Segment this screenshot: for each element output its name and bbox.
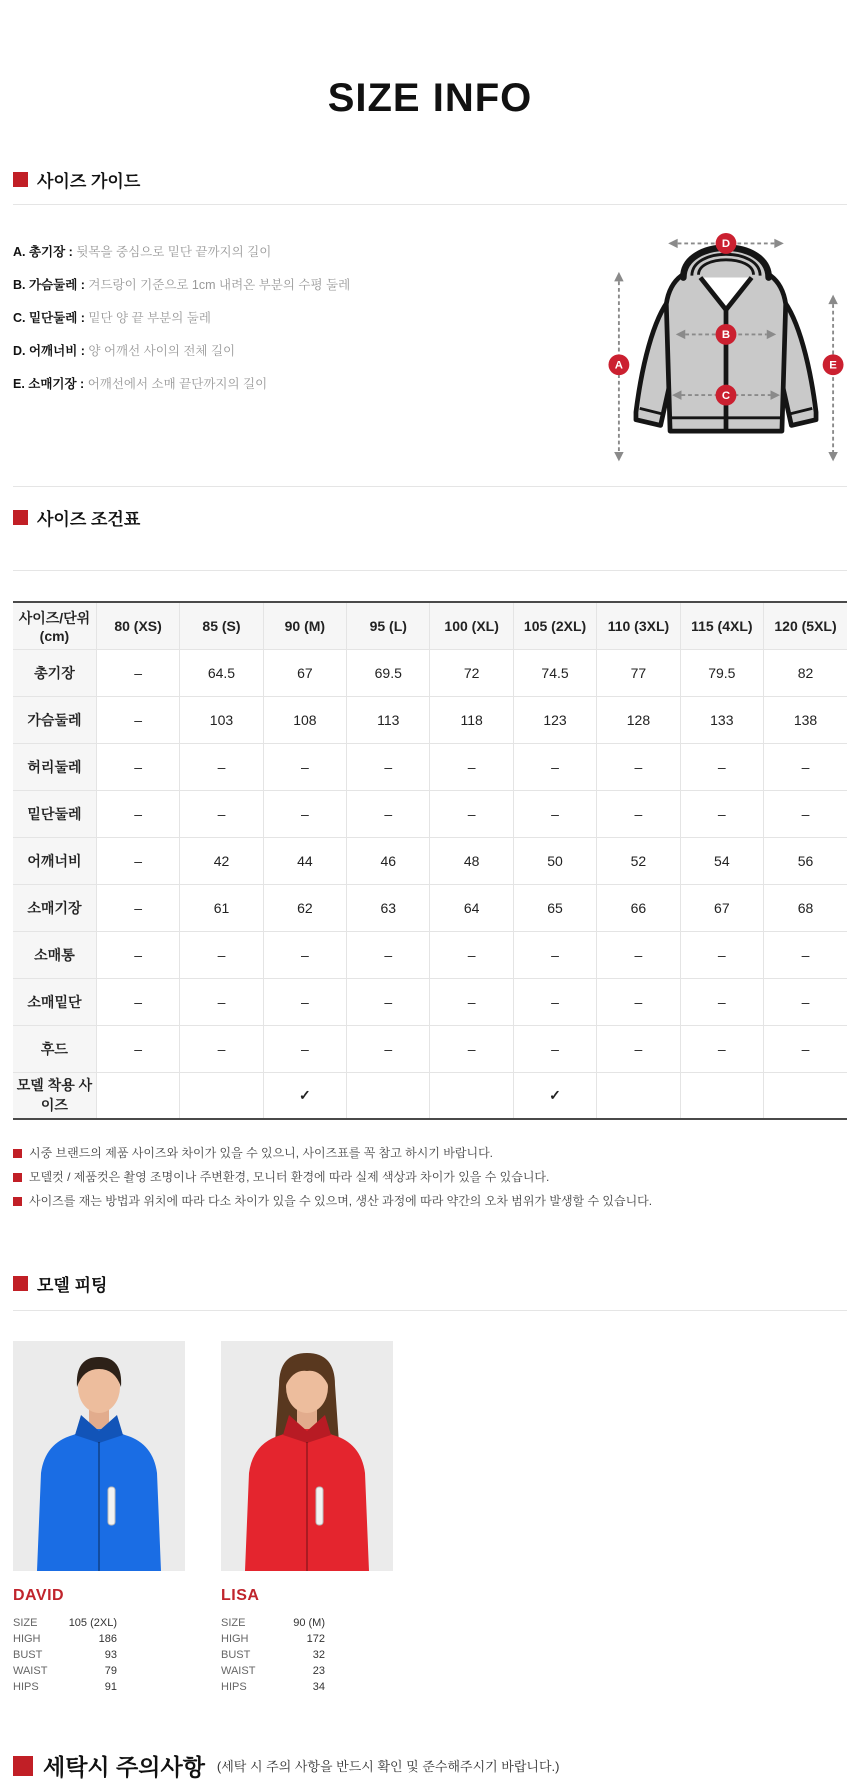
size-table-cell: – — [430, 743, 513, 790]
size-table-cell: – — [680, 978, 763, 1025]
size-table-row — [13, 696, 847, 743]
size-table-cell: – — [263, 743, 346, 790]
size-guide-item: E. 소매기장 : 어깨선에서 소매 끝단까지의 길이 — [13, 377, 268, 391]
size-table-col-header: 80 (XS) — [96, 602, 179, 649]
size-table-cell: 77 — [597, 649, 680, 696]
red-square-icon — [13, 510, 28, 525]
size-table-cell — [597, 1072, 680, 1119]
size-table-corner-header: 사이즈/단위 (cm) — [13, 602, 96, 649]
size-table-cell: 133 — [680, 696, 763, 743]
marker-D: D — [721, 238, 731, 251]
size-guide-section — [13, 167, 847, 487]
size-table-cell — [764, 1072, 847, 1119]
model-spec-label: HIGH — [13, 1633, 41, 1645]
size-table-row-label: 가슴둘레 — [13, 696, 96, 743]
size-table-cell: 118 — [430, 696, 513, 743]
size-table-head-row — [13, 602, 847, 649]
models-row — [13, 1341, 847, 1695]
size-table-cell: 108 — [263, 696, 346, 743]
size-table-col-header: 95 (L) — [347, 602, 430, 649]
size-table-cell: – — [764, 743, 847, 790]
model-spec-row — [13, 1663, 117, 1679]
size-table-row-label: 소매기장 — [13, 884, 96, 931]
size-table-cell: 42 — [180, 837, 263, 884]
model-spec-value: 23 — [312, 1665, 325, 1677]
size-table-cell: – — [263, 931, 346, 978]
jacket-measurement-diagram — [607, 215, 845, 474]
size-table-cell: – — [764, 1025, 847, 1072]
size-guide-item: B. 가슴둘레 : 겨드랑이 기준으로 1cm 내려온 부분의 수평 둘레 — [13, 278, 351, 292]
size-table-cell: – — [96, 837, 179, 884]
model-spec-value: 172 — [306, 1633, 325, 1645]
size-table-row — [13, 1025, 847, 1072]
size-table-cell: – — [263, 978, 346, 1025]
size-table-cell: – — [513, 743, 596, 790]
size-table-cell — [347, 1072, 430, 1119]
model-spec-row — [13, 1631, 117, 1647]
size-table-cell: 64.5 — [180, 649, 263, 696]
size-table-cell: – — [513, 790, 596, 837]
model-spec-value: 79 — [104, 1665, 117, 1677]
size-table-col-header: 105 (2XL) — [513, 602, 596, 649]
size-table-cell: – — [513, 1025, 596, 1072]
model-spec-label: BUST — [221, 1649, 251, 1661]
size-table-cell: – — [180, 978, 263, 1025]
size-table-col-header: 85 (S) — [180, 602, 263, 649]
size-table-row — [13, 1072, 847, 1119]
size-table-col-header: 120 (5XL) — [764, 602, 847, 649]
size-table-cell: – — [430, 790, 513, 837]
size-table-cell: – — [180, 790, 263, 837]
size-table-cell: 56 — [764, 837, 847, 884]
size-table-row — [13, 790, 847, 837]
size-table-cell: – — [597, 931, 680, 978]
red-square-icon — [13, 1197, 22, 1206]
size-table-cell: – — [513, 931, 596, 978]
size-table-row-label: 소매통 — [13, 931, 96, 978]
model-name: LISA — [221, 1587, 260, 1604]
size-table-cell: – — [680, 1025, 763, 1072]
size-table-cell: 67 — [680, 884, 763, 931]
size-table-cell: – — [180, 931, 263, 978]
size-guide-item: A. 총기장 : 뒷목을 중심으로 밑단 끝까지의 길이 — [13, 245, 272, 259]
size-table-cell: – — [180, 1025, 263, 1072]
size-table-cell: – — [180, 743, 263, 790]
size-table-cell: 62 — [263, 884, 346, 931]
model-spec-label: HIPS — [13, 1681, 39, 1693]
care-heading: 세탁시 주의사항 — [43, 1754, 205, 1780]
size-table-cell: 123 — [513, 696, 596, 743]
model-name: DAVID — [13, 1587, 65, 1604]
model-specs-lisa — [221, 1615, 325, 1695]
model-spec-label: WAIST — [13, 1665, 48, 1677]
size-table-cell: – — [680, 931, 763, 978]
model-card-david — [13, 1341, 185, 1695]
size-table-cell: 138 — [764, 696, 847, 743]
size-guide-item: C. 밑단둘레 : 밑단 양 끝 부분의 둘레 — [13, 311, 211, 325]
size-table-col-header: 115 (4XL) — [680, 602, 763, 649]
red-square-icon — [13, 1173, 22, 1182]
size-table-cell: 79.5 — [680, 649, 763, 696]
red-square-icon — [13, 1756, 33, 1776]
size-table-cell: – — [347, 1025, 430, 1072]
size-table-cell: – — [430, 978, 513, 1025]
size-table-cell: 72 — [430, 649, 513, 696]
size-table-cell: 128 — [597, 696, 680, 743]
size-table-cell: – — [96, 1025, 179, 1072]
size-table-cell: – — [347, 743, 430, 790]
size-table-cell: – — [764, 978, 847, 1025]
size-guide-item: D. 어깨너비 : 양 어깨선 사이의 전체 길이 — [13, 344, 236, 358]
size-table-col-header: 110 (3XL) — [597, 602, 680, 649]
size-table-heading-label: 사이즈 조건표 — [37, 510, 141, 529]
model-spec-value: 91 — [104, 1681, 117, 1693]
size-table-cell: – — [96, 978, 179, 1025]
size-table-cell: 69.5 — [347, 649, 430, 696]
size-table-cell: 46 — [347, 837, 430, 884]
model-size-check-icon: ✓ — [263, 1072, 346, 1119]
size-table-col-header: 100 (XL) — [430, 602, 513, 649]
size-table-cell: 44 — [263, 837, 346, 884]
size-table-cell: – — [263, 790, 346, 837]
size-table-cell: – — [96, 790, 179, 837]
red-square-icon — [13, 1276, 28, 1291]
size-table-row-label: 소매밑단 — [13, 978, 96, 1025]
model-spec-row — [221, 1631, 325, 1647]
size-table-cell: – — [513, 978, 596, 1025]
size-table-cell: 103 — [180, 696, 263, 743]
size-table-row-label: 어깨너비 — [13, 837, 96, 884]
model-fitting-heading-label: 모델 피팅 — [37, 1276, 108, 1295]
model-spec-value: 93 — [104, 1649, 117, 1661]
size-table-cell: 67 — [263, 649, 346, 696]
marker-A: A — [614, 359, 624, 372]
model-photo-lisa — [221, 1341, 393, 1571]
size-guide-body — [13, 205, 847, 474]
size-table-cell: – — [680, 743, 763, 790]
size-table-cell: – — [96, 743, 179, 790]
male-model-blue-jacket-photo — [13, 1341, 185, 1571]
size-table-cell: – — [764, 790, 847, 837]
size-table-row — [13, 743, 847, 790]
size-guide-heading-label: 사이즈 가이드 — [37, 172, 141, 191]
size-table-cell: 54 — [680, 837, 763, 884]
size-table-cell: – — [347, 931, 430, 978]
size-table-cell: – — [347, 978, 430, 1025]
size-table-cell: 82 — [764, 649, 847, 696]
size-table-cell: 74.5 — [513, 649, 596, 696]
model-spec-row — [221, 1663, 325, 1679]
size-note — [13, 1194, 847, 1209]
size-table-row — [13, 978, 847, 1025]
size-table-cell: – — [263, 1025, 346, 1072]
size-table-row-label: 총기장 — [13, 649, 96, 696]
jacket-diagram-icon — [607, 215, 845, 469]
size-table-row — [13, 837, 847, 884]
model-spec-value: 90 (M) — [293, 1617, 325, 1629]
model-photo-david — [13, 1341, 185, 1571]
marker-C: C — [721, 389, 731, 402]
size-table-cell: – — [430, 931, 513, 978]
size-table-cell: – — [680, 790, 763, 837]
model-spec-row — [13, 1679, 117, 1695]
size-guide-list — [13, 245, 350, 474]
size-table-cell: 64 — [430, 884, 513, 931]
size-table-cell: – — [96, 696, 179, 743]
size-table-row-label: 후드 — [13, 1025, 96, 1072]
model-fitting-heading — [13, 1271, 847, 1296]
size-table-cell: 50 — [513, 837, 596, 884]
size-table-heading — [13, 505, 847, 530]
size-note-text: 시중 브랜드의 제품 사이즈와 차이가 있을 수 있으니, 사이즈표를 꼭 참고 하시기 바랍니다. — [29, 1146, 493, 1160]
size-table-cell: – — [96, 884, 179, 931]
size-table-row — [13, 884, 847, 931]
page-title: SIZE INFO — [327, 76, 533, 120]
model-spec-value: 186 — [98, 1633, 117, 1645]
model-size-check-icon: ✓ — [513, 1072, 596, 1119]
size-table-cell: – — [96, 931, 179, 978]
divider — [13, 1310, 847, 1311]
size-table-cell: 63 — [347, 884, 430, 931]
size-table-cell: – — [597, 1025, 680, 1072]
size-table-cell: 68 — [764, 884, 847, 931]
size-notes — [13, 1146, 847, 1209]
divider — [13, 486, 847, 487]
size-table — [13, 601, 847, 1120]
model-card-lisa — [221, 1341, 393, 1695]
size-table-cell — [430, 1072, 513, 1119]
model-spec-row — [221, 1615, 325, 1631]
model-fitting-section — [13, 1271, 847, 1695]
size-table-cell: – — [597, 743, 680, 790]
model-spec-row — [221, 1679, 325, 1695]
size-guide-heading — [13, 167, 847, 192]
size-note-text: 모델컷 / 제품컷은 촬영 조명이나 주변환경, 모니터 환경에 따라 실제 색상과 차이가 있을 수 있습니다. — [29, 1170, 550, 1184]
size-note-text: 사이즈를 재는 방법과 위치에 따라 다소 차이가 있을 수 있으며, 생산 과정에 따라 약간의 오차 범위가 발생할 수 있습니다. — [29, 1194, 653, 1208]
size-table-section — [13, 505, 847, 1209]
model-spec-label: SIZE — [221, 1617, 246, 1629]
size-table-cell — [180, 1072, 263, 1119]
size-table-cell: 66 — [597, 884, 680, 931]
size-table-cell: – — [430, 1025, 513, 1072]
size-table-cell: – — [597, 790, 680, 837]
red-square-icon — [13, 1149, 22, 1158]
care-section — [13, 1749, 847, 1782]
size-note — [13, 1170, 847, 1185]
red-square-icon — [13, 172, 28, 187]
size-table-cell: – — [347, 790, 430, 837]
size-table-cell: – — [597, 978, 680, 1025]
size-table-row-label: 모델 착용 사이즈 — [13, 1072, 96, 1119]
size-table-cell: 65 — [513, 884, 596, 931]
model-spec-value: 34 — [312, 1681, 325, 1693]
model-spec-label: HIGH — [221, 1633, 249, 1645]
model-spec-row — [13, 1615, 117, 1631]
size-table-col-header: 90 (M) — [263, 602, 346, 649]
model-spec-value: 105 (2XL) — [68, 1617, 117, 1629]
size-table-cell — [96, 1072, 179, 1119]
size-table-row-label: 밑단둘레 — [13, 790, 96, 837]
size-table-body — [13, 649, 847, 1119]
size-table-cell: – — [96, 649, 179, 696]
model-spec-label: WAIST — [221, 1665, 256, 1677]
care-note: (세탁 시 주의 사항을 반드시 확인 및 준수해주시기 바랍니다.) — [216, 1759, 560, 1774]
divider — [13, 570, 847, 571]
model-specs-david — [13, 1615, 117, 1695]
size-note — [13, 1146, 847, 1161]
size-table-cell: – — [764, 931, 847, 978]
female-model-red-jacket-photo — [221, 1341, 393, 1571]
model-spec-row — [13, 1647, 117, 1663]
model-spec-row — [221, 1647, 325, 1663]
model-spec-label: SIZE — [13, 1617, 38, 1629]
size-table-row — [13, 649, 847, 696]
size-table-cell: 52 — [597, 837, 680, 884]
size-table-cell: 113 — [347, 696, 430, 743]
size-table-cell: 61 — [180, 884, 263, 931]
model-spec-label: HIPS — [221, 1681, 247, 1693]
model-spec-value: 32 — [312, 1649, 325, 1661]
size-table-row-label: 허리둘레 — [13, 743, 96, 790]
marker-E: E — [829, 359, 837, 372]
size-table-cell — [680, 1072, 763, 1119]
marker-B: B — [721, 329, 731, 342]
model-spec-label: BUST — [13, 1649, 43, 1661]
size-table-row — [13, 931, 847, 978]
size-table-cell: 48 — [430, 837, 513, 884]
